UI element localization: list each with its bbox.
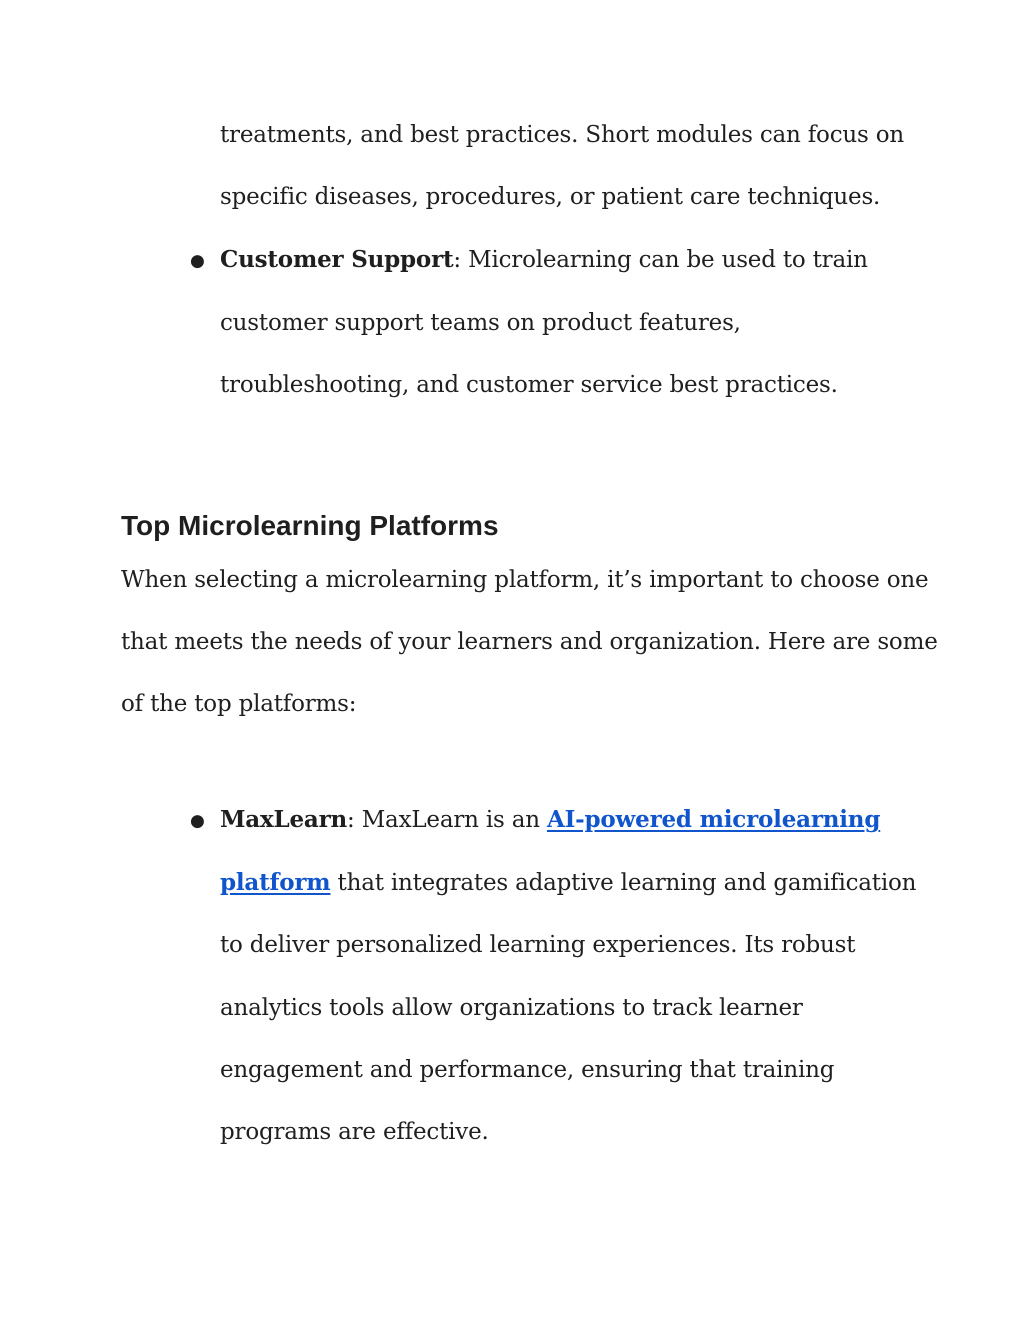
section-heading: Top Microlearning Platforms <box>121 510 499 541</box>
paragraph-line-1: When selecting a microlearning platform, it’s important to choose one <box>121 567 929 593</box>
list-item-term: MaxLearn <box>220 806 348 833</box>
paragraph-line-2: that meets the needs of your learners and organization. Here are some <box>121 629 938 655</box>
list-item-term: Customer Support <box>220 246 454 273</box>
list-item-continuation-line-2: specific diseases, procedures, or patient care techniques. <box>220 184 881 210</box>
list-item-maxlearn-line-2 <box>220 868 916 898</box>
bullet-icon: ● <box>190 251 205 271</box>
term-separator: : <box>453 247 461 273</box>
list-item-maxlearn-line-6: programs are effective. <box>220 1119 489 1145</box>
list-item-maxlearn-line-4: analytics tools allow organizations to track learner <box>220 995 803 1021</box>
list-item-maxlearn-line-5: engagement and performance, ensuring that training <box>220 1057 835 1083</box>
list-item-text: MaxLearn is an <box>354 807 547 833</box>
list-item-text: Microlearning can be used to train <box>460 247 868 273</box>
paragraph-line-3: of the top platforms: <box>121 691 357 717</box>
ai-platform-link[interactable]: AI-powered microlearning <box>546 806 881 833</box>
ai-platform-link-continued[interactable]: platform <box>220 869 331 896</box>
list-item-text: that integrates adaptive learning and gamification <box>330 870 917 896</box>
term-separator: : <box>347 807 355 833</box>
bullet-icon: ● <box>190 811 205 831</box>
list-item-continuation-line-1: treatments, and best practices. Short modules can focus on <box>220 122 904 148</box>
list-item-maxlearn <box>220 805 880 835</box>
list-item-maxlearn-line-3: to deliver personalized learning experiences. Its robust <box>220 932 856 958</box>
list-item-customer-support <box>220 245 868 275</box>
list-item-customer-support-line-3: troubleshooting, and customer service best practices. <box>220 372 838 398</box>
list-item-customer-support-line-2: customer support teams on product features, <box>220 310 741 336</box>
